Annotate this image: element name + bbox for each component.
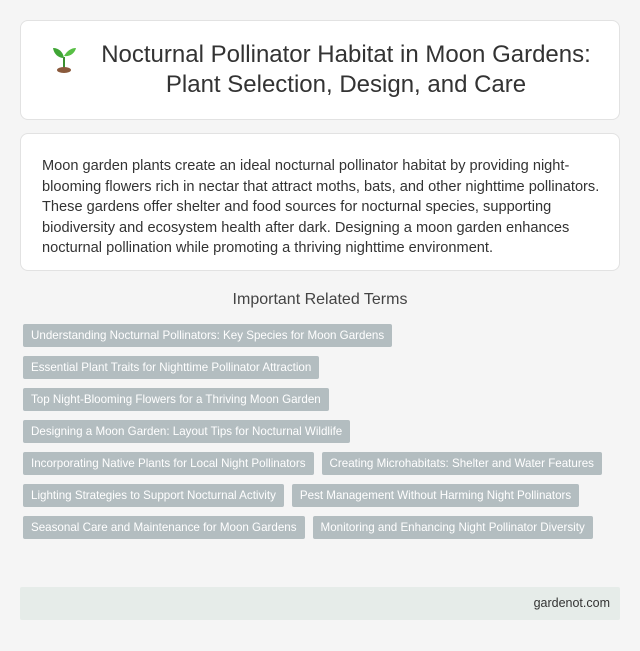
header-inner <box>21 21 619 119</box>
sprout-icon <box>49 43 79 73</box>
page-title: Nocturnal Pollinator Habitat in Moon Gardens: Plant Selection, Design, and Care <box>101 41 591 98</box>
related-terms-heading: Important Related Terms <box>232 291 408 308</box>
header-card <box>20 20 620 120</box>
related-term-tag[interactable]: Essential Plant Traits for Nighttime Pollinator Attraction <box>23 356 319 379</box>
intro-paragraph: Moon garden plants create an ideal nocturnal pollinator habitat by providing night-blooming flowers rich in nectar that attract moths, bats, and other nighttime pollinators. These gardens offer shelter and food sources for nocturnal species, supporting biodiversity and ecosystem health after dark. Designing a moon garden enhances nocturnal pollination while promoting a thriving nighttime environment. <box>42 158 600 256</box>
related-term-tag[interactable]: Lighting Strategies to Support Nocturnal Activity <box>23 484 284 507</box>
related-term-tag[interactable]: Seasonal Care and Maintenance for Moon Gardens <box>23 516 305 539</box>
related-term-tag[interactable]: Pest Management Without Harming Night Pollinators <box>292 484 579 507</box>
related-term-tag[interactable]: Designing a Moon Garden: Layout Tips for Nocturnal Wildlife <box>23 420 350 443</box>
related-terms-list <box>23 324 623 539</box>
related-term-tag[interactable]: Creating Microhabitats: Shelter and Water Features <box>322 452 602 475</box>
related-term-tag[interactable]: Incorporating Native Plants for Local Night Pollinators <box>23 452 314 475</box>
footer-site-link[interactable]: gardenot.com <box>533 596 610 610</box>
related-term-tag[interactable]: Understanding Nocturnal Pollinators: Key Species for Moon Gardens <box>23 324 392 347</box>
footer-bar <box>20 587 620 620</box>
related-term-tag[interactable]: Monitoring and Enhancing Night Pollinator Diversity <box>313 516 593 539</box>
related-term-tag[interactable]: Top Night-Blooming Flowers for a Thriving Moon Garden <box>23 388 329 411</box>
intro-card <box>20 133 620 271</box>
